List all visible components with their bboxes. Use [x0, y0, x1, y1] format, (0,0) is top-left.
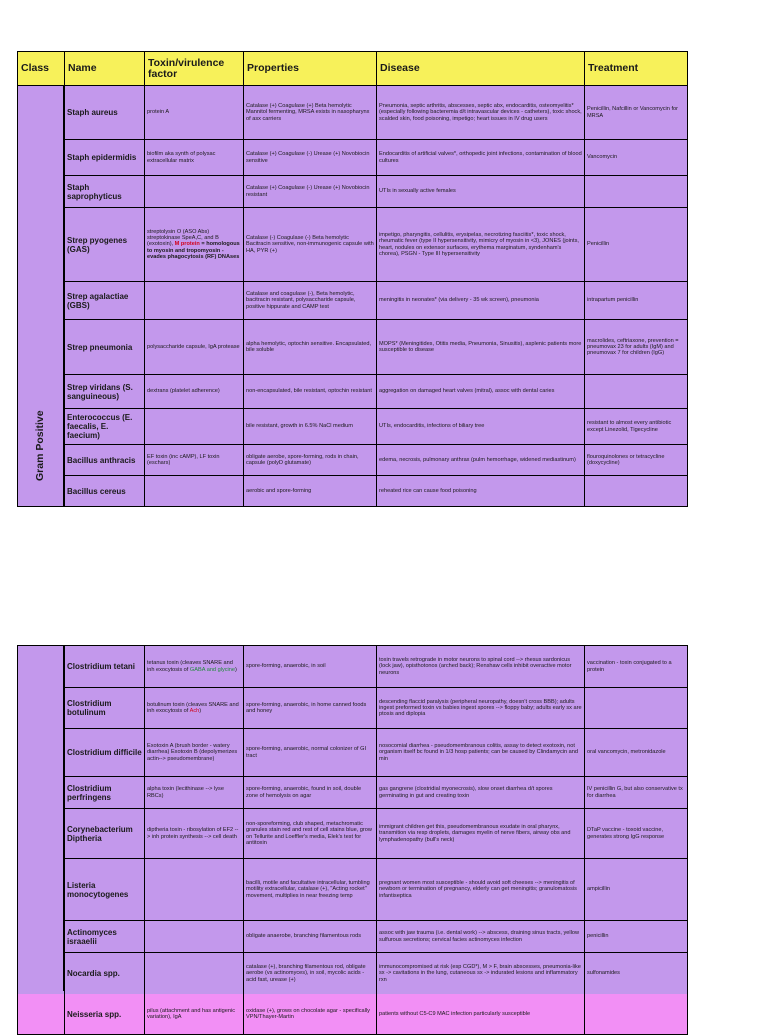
- toxin-cell: pilus (attachment and has antigenic variation), IgA: [145, 994, 244, 1034]
- organism-name: Bacillus anthracis: [65, 445, 145, 475]
- organism-name: Corynebacterium Diptheria: [65, 809, 145, 858]
- toxin-text: [147, 229, 241, 260]
- toxin-text-part: ): [235, 666, 237, 673]
- disease-cell: reheated rice can cause food poisoning: [377, 476, 585, 506]
- organism-name: Bacillus cereus: [65, 476, 145, 506]
- properties-cell: alpha hemolytic, optochin sensitive. Encapsulated, bile soluble: [244, 320, 377, 374]
- class-label-gram-positive: Gram Positive: [34, 410, 46, 481]
- treatment-cell: sulfonamides: [585, 953, 687, 994]
- table-row-partial: [18, 994, 687, 1034]
- table-row: [18, 409, 687, 445]
- table-row: [18, 921, 687, 953]
- treatment-cell: [585, 688, 687, 728]
- toxin-cell: diptheria toxin - ribosylation of EF2 --> inh protein synthesis --> cell death: [145, 809, 244, 858]
- organism-name: Staph epidermidis: [65, 140, 145, 175]
- header-class: Class: [18, 52, 65, 85]
- table-row: [18, 809, 687, 859]
- table-row: [18, 859, 687, 921]
- organism-name: Enterococcus (E. faecalis, E. faecium): [65, 409, 145, 444]
- table-gram-positive-2: [17, 645, 688, 1035]
- toxin-cell: [145, 282, 244, 319]
- properties-cell: Catalase and coagulase (-), Beta hemolytic, bacitracin resistant, polysaccharide capsule, positive hippurate and CAMP test: [244, 282, 377, 319]
- properties-cell: spore-forming, anaerobic, normal colonizer of GI tract: [244, 729, 377, 776]
- toxin-cell: [145, 688, 244, 728]
- properties-cell: bacilli, motile and facultative intracellular, tumbling motility extracellular, catalase (+), "Acting rocket" movement, multiplies in near freezing temp: [244, 859, 377, 920]
- table-row: [18, 646, 687, 688]
- properties-cell: Catalase (+) Coagulase (+) Beta hemolytic Mannitol fermenting, MRSA exists in nasopharynx of asx carriers: [244, 86, 377, 139]
- table-row: [18, 282, 687, 320]
- table-row: [18, 86, 687, 140]
- toxin-cell: [145, 646, 244, 687]
- disease-cell: aggregation on damaged heart valves (mitral), assoc with dental caries: [377, 375, 585, 408]
- disease-cell: pregnant women most susceptible - should avoid soft cheeses --> meningitis of newborn or termination of pregnancy, elderly can get meningitis; granulomatosis infantiseptica: [377, 859, 585, 920]
- toxin-text-part: botulinum toxin (cleaves SNARE and inh exocytosis of: [147, 701, 239, 714]
- class-column-gram-positive: [17, 86, 64, 506]
- disease-cell: toxin travels retrograde in motor neurons to spinal cord --> rhesus sardonicus (lock jaw), opisthotonos (arched back); Renshaw cells inhibit overactive motor neurons: [377, 646, 585, 687]
- properties-cell: spore-forming, anaerobic, found in soil, double zone of hemolysis on agar: [244, 777, 377, 808]
- table-row: [18, 688, 687, 729]
- table-gram-positive-1: [17, 51, 688, 507]
- treatment-cell: IV penicillin G, but also conservative tx for diarrhea: [585, 777, 687, 808]
- disease-cell: descending flaccid paralysis (peripheral neuropathy, doesn't cross BBB); adults ingest preformed toxin vs babies ingest spores --> floppy baby; adults early sx are ptosis and diplopia: [377, 688, 585, 728]
- treatment-cell: Penicillin, Nafcillin or Vancomycin for MRSA: [585, 86, 687, 139]
- treatment-cell: penicillin: [585, 921, 687, 952]
- properties-cell: Catalase (-) Coagulase (-) Beta hemolytic Bacitracin sensitive, non-immunogenic capsule with HA, PYR (+): [244, 208, 377, 281]
- properties-cell: non-sporeforming, club shaped, metachromatic granules stain red and rest of cell stains blue, grow on Tellurite and Loeffler's media, Elek's test for antitoxin: [244, 809, 377, 858]
- treatment-cell: [585, 375, 687, 408]
- organism-name: Staph aureus: [65, 86, 145, 139]
- organism-name: Strep viridans (S. sanguineous): [65, 375, 145, 408]
- toxin-cell: [145, 208, 244, 281]
- organism-name: Clostridium botulinum: [65, 688, 145, 728]
- treatment-cell: [585, 476, 687, 506]
- treatment-cell: [585, 994, 687, 1034]
- properties-cell: spore-forming, anaerobic, in soil: [244, 646, 377, 687]
- toxin-text: [147, 660, 241, 672]
- properties-cell: spore-forming, anaerobic, in home canned foods and honey: [244, 688, 377, 728]
- toxin-cell: EF toxin (inc cAMP), LF toxin (eschars): [145, 445, 244, 475]
- treatment-cell: ampicillin: [585, 859, 687, 920]
- toxin-cell: [145, 859, 244, 920]
- organism-name: Listeria monocytogenes: [65, 859, 145, 920]
- header-name: Name: [65, 52, 145, 85]
- organism-name: Actinomyces israaelii: [65, 921, 145, 952]
- toxin-text-part: streptolysin O (ASO Abs) streptokinase SpeA,C, and B (exotoxin),: [147, 228, 219, 248]
- disease-cell: nosocomial diarrhea - pseudomembranous colitis, assay to detect exotoxin, not organism itself bc found in 1/3 hosp patients; can be caused by Clindamycin and min: [377, 729, 585, 776]
- disease-cell: Pneumonia, septic arthritis, abscesses, septic abx, endocarditis, osteomyelitis* (especially following bacteremia d/t intravascular devices - catheters), toxic shock, scalded skin, food poisoning, impetigo; heart issues in IV drug users: [377, 86, 585, 139]
- toxin-cell: [145, 921, 244, 952]
- organism-name: Clostridium difficile: [65, 729, 145, 776]
- properties-cell: catalase (+), branching filamentous rod, obligate aerobe (vs actinomyces), in soil, mycolic acids - acid fast, urease (+): [244, 953, 377, 994]
- disease-cell: edema, necrosis, pulmonary anthrax (pulm hemorrhage, widened mediastinum): [377, 445, 585, 475]
- disease-cell: patients without C5-C9 MAC infection particularly susceptible: [377, 994, 585, 1034]
- organism-name: Neisseria spp.: [65, 994, 145, 1034]
- disease-cell: meningitis in neonates* (via delivery - 35 wk screen), pneumonia: [377, 282, 585, 319]
- table-row: [18, 375, 687, 409]
- disease-cell: assoc with jaw trauma (i.e. dental work) --> abscess, draining sinus tracts, yellow sulfurous secretions; cervical facies actinomyces infection: [377, 921, 585, 952]
- properties-cell: obligate anaerobe, branching filamentous rods: [244, 921, 377, 952]
- disease-cell: immigrant children get this, pseudomembranous exudate in oral pharynx, transmition via resp droplets, damages myelin of nerve fibers, airway obs and lymphadenopathy (bull's neck): [377, 809, 585, 858]
- organism-name: Strep pyogenes (GAS): [65, 208, 145, 281]
- toxin-cell: protein A: [145, 86, 244, 139]
- organism-name: Strep pneumonia: [65, 320, 145, 374]
- table-row: [18, 320, 687, 375]
- properties-cell: Catalase (+) Coagulase (-) Urease (+) Novobiocin resistant: [244, 176, 377, 207]
- organism-name: Clostridium perfringens: [65, 777, 145, 808]
- table-row: [18, 176, 687, 208]
- toxin-text-part: tetanus toxin (cleaves SNARE and inh exocytosis of: [147, 660, 233, 673]
- toxin-text: [147, 702, 241, 714]
- toxin-cell: [145, 176, 244, 207]
- treatment-cell: [585, 176, 687, 207]
- toxin-text-part: = homologous to myosin and tropomyosin - evades phagocytosis (RF) DNAses: [147, 241, 240, 260]
- table-row: [18, 445, 687, 476]
- table-row: [18, 953, 687, 994]
- properties-cell: obligate aerobe, spore-forming, rods in chain, capsule (polyD glutamate): [244, 445, 377, 475]
- toxin-text-part: ): [199, 708, 202, 714]
- disease-cell: impetigo, pharyngitis, cellulitis, erysipelas, necrotizing fasciitis*, toxic shock, rheumatic fever (type II hypersensitivity, mimicry of myosin in <3), JONES (joints, heart, nodules on extensor surfaces, erythema marginatum, syndenham's chorea), PSGN - Type III hypersensitivity: [377, 208, 585, 281]
- toxin-cell: dextrans (platelet adherence): [145, 375, 244, 408]
- organism-name: Strep agalactiae (GBS): [65, 282, 145, 319]
- header-disease: Disease: [377, 52, 585, 85]
- toxin-cell: [145, 953, 244, 994]
- properties-cell: bile resistant, growth in 6.5% NaCl medium: [244, 409, 377, 444]
- toxin-cell: polysaccharide capsule, IgA protease: [145, 320, 244, 374]
- class-column-gram-positive-2: [17, 646, 64, 991]
- toxin-highlight: Ach: [189, 708, 200, 714]
- toxin-highlight: GABA and glycine: [189, 666, 236, 673]
- organism-name: Clostridium tetani: [65, 646, 145, 687]
- toxin-cell: Exotoxin A (brush border - watery diarrhea) Exotoxin B (depolymerizes actin--> pseudomembrane): [145, 729, 244, 776]
- header-treatment: Treatment: [588, 62, 639, 74]
- treatment-cell: macrolides, ceftriaxone, prevention = pneumovax 23 for adults (IgM) and pneumovax 7 for children (IgG): [585, 320, 687, 374]
- properties-cell: Catalase (+) Coagulase (-) Urease (+) Novobiocin sensitive: [244, 140, 377, 175]
- treatment-cell: intrapartum penicillin: [585, 282, 687, 319]
- toxin-cell: [145, 409, 244, 444]
- header-properties: Properties: [244, 52, 377, 85]
- disease-cell: Endocarditis of artificial valves*, orthopedic joint infections, contamination of blood cultures: [377, 140, 585, 175]
- disease-cell: MOPS* (Meningitides, Otitis media, Pneumonia, Sinusitis), asplenic patients more susceptible to disease: [377, 320, 585, 374]
- toxin-cell: [145, 476, 244, 506]
- toxin-cell: biofilm aka synth of polysac extracellular matrix: [145, 140, 244, 175]
- properties-cell: non-encapsulated, bile resistant, optochin resistant: [244, 375, 377, 408]
- header-toxin: Toxin/virulence factor: [145, 52, 244, 85]
- organism-name: Nocardia spp.: [65, 953, 145, 994]
- treatment-cell: flouroquinolones or tetracycline (doxycycline): [585, 445, 687, 475]
- organism-name: Staph saprophyticus: [65, 176, 145, 207]
- treatment-cell: DTaP vaccine - toxoid vaccine, generates strong IgG response: [585, 809, 687, 858]
- properties-cell: aerobic and spore-forming: [244, 476, 377, 506]
- treatment-cell: Vancomycin: [585, 140, 687, 175]
- toxin-cell: alpha toxin (lecithinase --> lyse RBCs): [145, 777, 244, 808]
- table-row: [18, 777, 687, 809]
- table-row: [18, 140, 687, 176]
- disease-cell: immunocompromised at risk (esp CGD*), M > F, brain abscesses, pneumonia-like sx -> cavitations in the lung, cutaneous sx -> indurated lesions and inflammatory rxn: [377, 953, 585, 994]
- disease-cell: gas gangrene (clostridial myonecrosis), slow onset diarrhea d/t spores germinating in gut and creating toxin: [377, 777, 585, 808]
- disease-cell: UTIs in sexually active females: [377, 176, 585, 207]
- treatment-cell: resistant to almost every antibiotic except Linezolid, Tigecycline: [585, 409, 687, 444]
- treatment-cell: vaccination - toxin conjugated to a protein: [585, 646, 687, 687]
- table-row: [18, 729, 687, 777]
- table-row: [18, 476, 687, 506]
- class-cell: [18, 994, 65, 1034]
- disease-cell: UTIs, endocarditis, infections of biliary tree: [377, 409, 585, 444]
- table-header-row: [18, 52, 687, 86]
- properties-cell: oxidase (+), grows on chocolate agar - specifically VPN/Thayer-Martin: [244, 994, 377, 1034]
- treatment-cell: oral vancomycin, metronidazole: [585, 729, 687, 776]
- table-row: [18, 208, 687, 282]
- toxin-highlight: M protein: [174, 241, 200, 248]
- treatment-cell: Penicillin: [585, 208, 687, 281]
